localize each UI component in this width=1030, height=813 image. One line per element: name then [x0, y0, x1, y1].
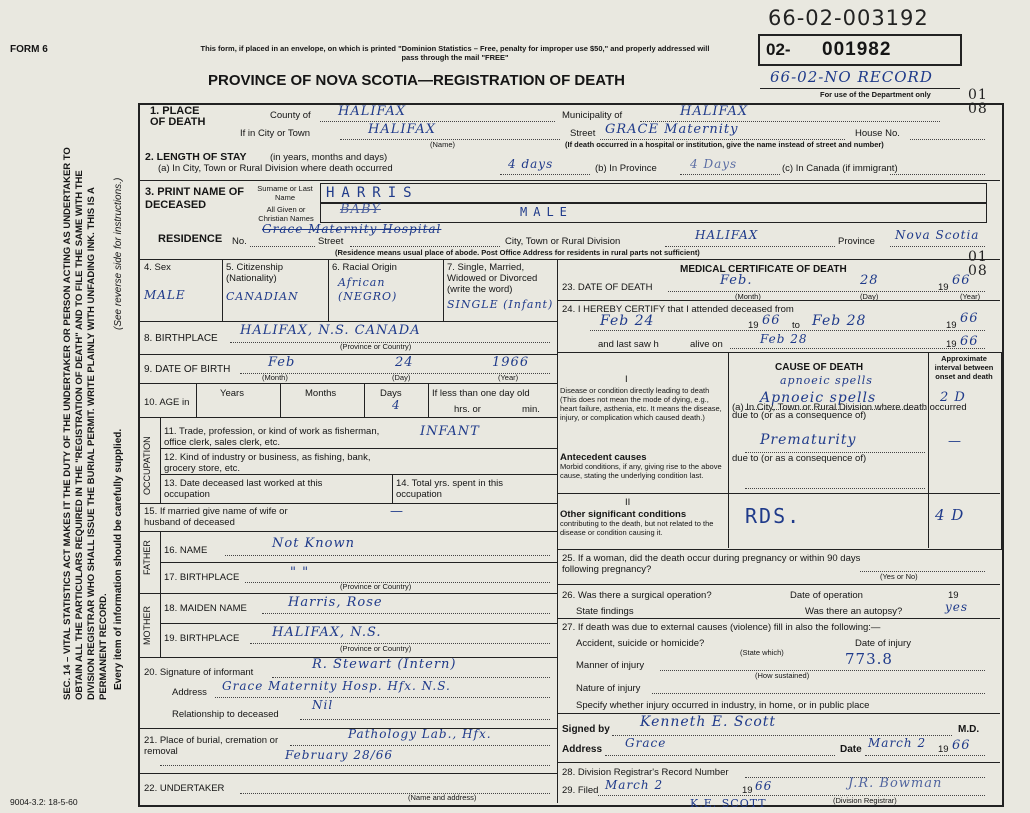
- less-than-day-label: If less than one day old: [432, 388, 530, 399]
- cause-b-interval: —: [948, 434, 962, 449]
- surname-value: HARRIS: [326, 185, 419, 201]
- racial-origin-label: 6. Racial Origin: [332, 262, 397, 273]
- attended-from: Feb 24: [600, 313, 655, 329]
- filed-year-prefix: 19: [742, 785, 753, 796]
- municipality-value: HALIFAX: [680, 104, 749, 119]
- trade-label: 11. Trade, profession, or kind of work as fisherman, office clerk, sales clerk, etc.: [164, 426, 380, 448]
- length-of-stay-sub: (in years, months and days): [270, 152, 388, 163]
- given-name-cells: [320, 203, 987, 223]
- due-to-label-2: due to (or as a consequence of): [732, 453, 867, 464]
- informant-signature: R. Stewart (Intern): [312, 657, 457, 672]
- spouse-label: 15. If married give name of wife or husband of deceased: [144, 506, 288, 528]
- years-in-occupation-label: 14. Total yrs. spent in this occupation: [396, 478, 504, 500]
- mother-birthplace-caption: (Province or Country): [340, 644, 412, 653]
- mother-maiden-name-label: 18. MAIDEN NAME: [164, 603, 247, 614]
- last-saw-year-prefix: 19: [946, 339, 957, 350]
- father-birthplace-caption: (Province or Country): [340, 582, 412, 591]
- cause-section-two: II: [625, 497, 631, 508]
- father-side-label: FATHER: [142, 540, 152, 575]
- death-year-caption: (Year): [960, 292, 981, 301]
- age-label: 10. AGE in: [144, 397, 190, 408]
- injury-date-label: Date of injury: [855, 638, 911, 649]
- age-days-value: 4: [392, 398, 401, 412]
- given-names-label: All Given or Christian Names: [258, 205, 314, 223]
- surname-cells: [320, 183, 987, 203]
- supplied-note: Every item of information should be carefully supplied.: [113, 428, 124, 690]
- department-use-note: For use of the Department only: [820, 90, 931, 99]
- informant-signature-label: 20. Signature of informant: [144, 667, 254, 678]
- attended-to-year: 66: [960, 311, 979, 326]
- residence-city-label: City, Town or Rural Division: [505, 236, 621, 247]
- medical-certificate-title: MEDICAL CERTIFICATE OF DEATH: [680, 264, 847, 275]
- father-name-value: Not Known: [272, 536, 355, 551]
- autopsy-label: Was there an autopsy?: [805, 606, 903, 617]
- residence-label: RESIDENCE: [158, 233, 223, 245]
- attended-to-year-prefix: 19: [946, 320, 957, 331]
- handwritten-reference: 66-02-NO RECORD: [770, 68, 933, 86]
- age-years-label: Years: [220, 388, 244, 399]
- last-worked-label: 13. Date deceased last worked at this occupation: [164, 478, 323, 500]
- death-month-caption: (Month): [735, 292, 761, 301]
- physician-date-value: March 2: [868, 736, 927, 750]
- citizenship-value: CANADIAN: [226, 290, 299, 303]
- nature-of-injury-label: Nature of injury: [576, 683, 641, 694]
- mother-birthplace-value: HALIFAX, N.S.: [272, 625, 382, 640]
- father-birthplace-value: " ": [290, 565, 310, 580]
- street-value: GRACE Maternity: [605, 122, 739, 137]
- father-birthplace-label: 17. BIRTHPLACE: [164, 572, 240, 583]
- informant-address-label: Address: [172, 687, 207, 698]
- physician-date-label: Date: [840, 744, 862, 755]
- informant-address: Grace Maternity Hosp. Hfx. N.S.: [222, 679, 451, 693]
- residence-no-label: No.: [232, 236, 247, 247]
- cause-b-value: Prematurity: [760, 432, 857, 448]
- attended-from-year-prefix: 19: [748, 320, 759, 331]
- birthplace-label: 8. BIRTHPLACE: [144, 333, 218, 344]
- stay-city-value: 4 days: [508, 157, 554, 171]
- how-sustained-caption: (How sustained): [755, 671, 810, 680]
- undertaker-caption: (Name and address): [408, 793, 477, 802]
- attended-to: Feb 28: [812, 313, 867, 329]
- trade-value: INFANT: [420, 424, 480, 439]
- marital-status-value: SINGLE (Infant): [447, 298, 554, 311]
- death-month: Feb.: [720, 273, 753, 288]
- date-of-death-label: 23. DATE OF DEATH: [562, 282, 653, 293]
- length-of-stay-label: 2. LENGTH OF STAY: [145, 151, 247, 163]
- county-label: County of: [270, 110, 311, 121]
- operation-year-prefix: 19: [948, 590, 959, 601]
- county-value: HALIFAX: [338, 104, 407, 119]
- physician-address-value: Grace: [625, 736, 667, 750]
- registration-number: 001982: [822, 39, 892, 60]
- last-saw-value: Feb 28: [760, 332, 808, 346]
- death-year-prefix: 19: [938, 282, 949, 293]
- death-day-caption: (Day): [860, 292, 879, 301]
- hours-label: hrs. or: [454, 404, 481, 415]
- other-conditions-interval: 4 D: [935, 506, 965, 524]
- registrar-signature: J.R. Bowman: [848, 776, 943, 791]
- dob-day: 24: [395, 355, 414, 370]
- registration-prefix: 02-: [766, 40, 791, 59]
- autopsy-value: yes: [945, 600, 969, 614]
- physician-year: 66: [952, 738, 971, 753]
- stay-province-value: 4 Days: [690, 157, 738, 171]
- hospital-note: (If death occurred in a hospital or institution, give the name instead of street and number): [565, 140, 884, 149]
- cause-section-one: I: [625, 374, 628, 385]
- spouse-value: —: [390, 504, 404, 519]
- sex-value: MALE: [144, 288, 186, 302]
- mother-birthplace-label: 19. BIRTHPLACE: [164, 633, 240, 644]
- other-conditions-value: RDS.: [745, 504, 802, 528]
- mother-maiden-name-value: Harris, Rose: [288, 595, 383, 610]
- injury-place-label: Specify whether injury occurred in industry, in home, or in public place: [576, 700, 870, 711]
- burial-place-value: Pathology Lab., Hfx.: [348, 727, 492, 741]
- record-number-label: 28. Division Registrar's Record Number: [562, 767, 729, 778]
- stay-city-label: (a) In City, Town or Rural Division where death occurred: [158, 163, 393, 174]
- form-title: PROVINCE OF NOVA SCOTIA—REGISTRATION OF DEATH: [208, 72, 625, 89]
- state-which-caption: (State which): [740, 648, 784, 657]
- death-year: 66: [952, 273, 971, 288]
- physician-year-prefix: 19: [938, 744, 949, 755]
- yes-no-caption: (Yes or No): [880, 572, 918, 581]
- stay-province-label: (b) In Province: [595, 163, 657, 174]
- mother-side-label: MOTHER: [142, 606, 152, 645]
- signed-by-label: Signed by: [562, 724, 610, 735]
- municipality-label: Municipality of: [562, 110, 623, 121]
- residence-province-value: Nova Scotia: [895, 228, 980, 242]
- residence-street-value: Grace Maternity Hospital: [262, 222, 442, 236]
- mail-notice: This form, if placed in an envelope, on which is printed "Dominion Statistics – Free, penalty for improper use $50," and properly addressed will pass through the mail "FREE": [200, 44, 710, 62]
- state-findings-label: State findings: [576, 606, 634, 617]
- stay-canada-label: (c) In Canada (if immigrant): [782, 163, 898, 174]
- dob-year: 1966: [492, 355, 530, 370]
- due-to-label-1: due to (or as a consequence of): [732, 410, 867, 421]
- form-number: FORM 6: [10, 44, 48, 55]
- filed-value: March 2: [605, 778, 664, 792]
- margin-code-top: 01 08: [968, 87, 988, 117]
- occupation-side-label: OCCUPATION: [142, 436, 152, 495]
- father-name-label: 16. NAME: [164, 545, 208, 556]
- ke-scott-stamp: K.E. SCOTT: [690, 797, 767, 810]
- city-value: HALIFAX: [368, 122, 437, 137]
- print-name-label: 3. PRINT NAME OF DECEASED: [145, 186, 245, 211]
- citizenship-label: 5. Citizenship (Nationality): [226, 262, 284, 284]
- accident-label: Accident, suicide or homicide?: [576, 638, 705, 649]
- relationship-label: Relationship to deceased: [172, 709, 279, 720]
- interval-title: Approximate interval between onset and death: [934, 354, 994, 381]
- given-name-value: MALE: [520, 205, 573, 219]
- attended-to-label: to: [792, 320, 800, 331]
- filed-label: 29. Filed: [562, 785, 599, 796]
- other-conditions-sub: contributing to the death, but not related to the disease or condition causing it.: [560, 519, 714, 537]
- crossed-out-name: BABY: [340, 202, 381, 217]
- burial-date-value: February 28/66: [285, 748, 393, 762]
- cause-of-death-title: CAUSE OF DEATH: [775, 362, 864, 373]
- form-code: 9004-3.2: 18-5-60: [10, 797, 78, 807]
- registrar-caption: (Division Registrar): [833, 796, 897, 805]
- industry-label: 12. Kind of industry or business, as fishing, bank, grocery store, etc.: [164, 452, 371, 474]
- house-no-label: House No.: [855, 128, 900, 139]
- death-day: 28: [860, 273, 879, 288]
- age-months-label: Months: [305, 388, 337, 399]
- undertaker-label: 22. UNDERTAKER: [144, 783, 225, 794]
- attended-label: 24. I HEREBY CERTIFY that I attended deceased from: [562, 304, 794, 315]
- city-label: If in City or Town: [240, 128, 311, 139]
- physician-address-label: Address: [562, 744, 603, 755]
- racial-origin-value: African (NEGRO): [338, 276, 398, 303]
- surname-label: Surname or Last Name: [257, 184, 313, 202]
- registration-box: [758, 34, 962, 66]
- external-causes-label: 27. If death was due to external causes (violence) fill in also the following:—: [562, 622, 881, 633]
- antecedent-sub: Morbid conditions, if any, giving rise to the above cause, stating the underlying condition last.: [560, 462, 722, 480]
- vital-statistics-notice: SEC. 14 – VITAL STATISTICS ACT MAKES IT THE DUTY OF THE UNDERTAKER OR PERSON ACTING AS UNDERTAKER TO OBTAIN ALL THE PARTICULARS REQUIRED IN THE "REGISTRATION OF DEATH" AND TO FILE THE SAME WITH THE DIVISION REGISTRAR WHO SHALL ISSUE THE BURIAL PERMIT. WRITE PLAINLY WITH UNFADING INK. THIS IS A PERMANENT RECORD.: [62, 147, 109, 700]
- filed-year: 66: [755, 779, 773, 793]
- residence-province-label: Province: [838, 236, 875, 247]
- age-days-label: Days: [380, 388, 402, 399]
- last-saw-year: 66: [960, 334, 979, 349]
- name-caption: (Name): [430, 140, 456, 149]
- last-saw-label: and last saw h: [598, 339, 659, 350]
- dob-month-caption: (Month): [262, 373, 288, 382]
- other-conditions-label: Other significant conditions: [560, 509, 687, 520]
- dob-day-caption: (Day): [392, 373, 411, 382]
- operation-date-label: Date of operation: [790, 590, 863, 601]
- sex-label: 4. Sex: [144, 262, 171, 273]
- date-of-birth-label: 9. DATE OF BIRTH: [144, 364, 231, 375]
- signed-by-value: Kenneth E. Scott: [640, 714, 777, 730]
- manner-of-injury-label: Manner of injury: [576, 660, 645, 671]
- margin-code-bottom: 01 08: [968, 249, 988, 279]
- attended-from-year: 66: [762, 313, 781, 328]
- residence-city-value: HALIFAX: [695, 228, 759, 242]
- cause-a-interval: 2 D: [940, 390, 966, 405]
- surgical-operation-label: 26. Was there a surgical operation?: [562, 590, 712, 601]
- reverse-side-note: (See reverse side for instructions.): [113, 177, 124, 330]
- residence-note: (Residence means usual place of abode. Post Office Address for residents in rural parts not sufficient): [335, 248, 700, 257]
- street-label: Street: [570, 128, 596, 139]
- immediate-cause-label: Disease or condition directly leading to death (This does not mean the mode of dying, e.g., heart failure, asthenia, etc. It means the disease, injury, or complication which caused death.): [560, 386, 722, 422]
- manner-of-injury-value: 773.8: [845, 650, 893, 668]
- place-of-death-label: 1. PLACE OF DEATH: [150, 105, 206, 128]
- birthplace-value: HALIFAX, N.S. CANADA: [240, 323, 421, 338]
- pregnancy-label: 25. If a woman, did the death occur during pregnancy or within 90 days following pregnancy?: [562, 553, 861, 575]
- md-label: M.D.: [958, 724, 980, 735]
- dob-month: Feb: [268, 355, 296, 370]
- alive-on-label: alive on: [690, 339, 723, 350]
- minutes-label: min.: [522, 404, 540, 415]
- marital-status-label: 7. Single, Married, Widowed or Divorced (write the word): [447, 262, 538, 295]
- cause-a-value: Apnoeic spells: [760, 390, 877, 406]
- handwritten-file-number: 66-02-003192: [768, 6, 929, 30]
- cause-a-annotation: apnoeic spells: [780, 374, 873, 387]
- dob-year-caption: (Year): [498, 373, 519, 382]
- burial-place-label: 21. Place of burial, cremation or removal: [144, 735, 279, 757]
- residence-street-label: Street: [318, 236, 344, 247]
- relationship-value: Nil: [312, 698, 334, 712]
- antecedent-label: Antecedent causes: [560, 452, 647, 463]
- birthplace-caption: (Province or Country): [340, 342, 412, 351]
- cause-a-marker: (a) In City, Town or Rural Division where death occurred: [732, 402, 967, 413]
